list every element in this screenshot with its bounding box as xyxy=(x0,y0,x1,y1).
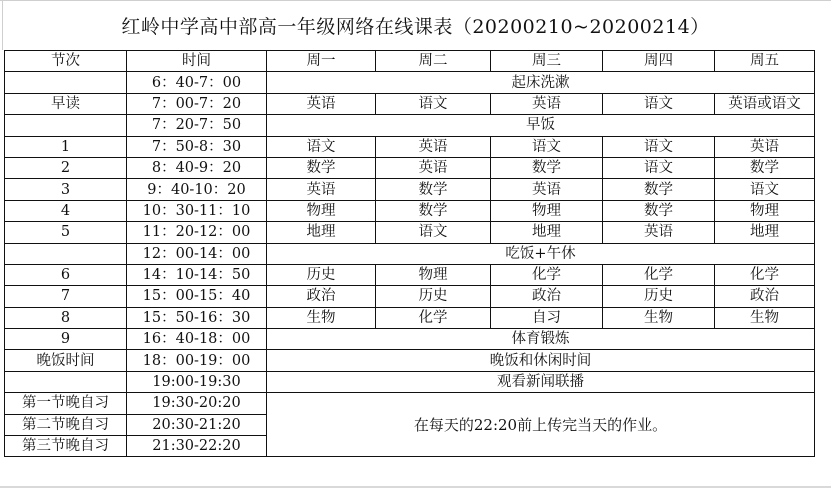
schedule-row xyxy=(5,329,815,350)
time-cell: 9：40-10：20 xyxy=(127,179,267,200)
schedule-row xyxy=(5,371,815,392)
time-cell: 19:00-19:30 xyxy=(127,371,267,392)
span-activity-cell: 起床洗漱 xyxy=(267,72,815,93)
span-activity-cell: 早饭 xyxy=(267,115,815,136)
schedule-row xyxy=(5,307,815,328)
subject-cell-mon: 生物 xyxy=(267,307,376,328)
time-cell: 7：00-7：20 xyxy=(127,93,267,114)
subject-cell-thu: 数学 xyxy=(603,179,715,200)
schedule-row xyxy=(5,136,815,157)
schedule-table xyxy=(4,50,815,457)
subject-cell-thu: 语文 xyxy=(603,157,715,178)
subject-cell-wed: 政治 xyxy=(491,286,603,307)
header-cell: 周一 xyxy=(267,51,376,72)
subject-cell-fri: 地理 xyxy=(715,222,815,243)
period-cell: 第二节晚自习 xyxy=(5,414,127,435)
subject-cell-mon: 政治 xyxy=(267,286,376,307)
subject-cell-mon: 数学 xyxy=(267,157,376,178)
schedule-row xyxy=(5,243,815,264)
time-cell: 7：20-7：50 xyxy=(127,115,267,136)
period-cell: 晚饭时间 xyxy=(5,350,127,371)
subject-cell-tue: 英语 xyxy=(376,157,491,178)
period-cell xyxy=(5,243,127,264)
time-cell: 14：10-14：50 xyxy=(127,264,267,285)
schedule-row xyxy=(5,393,815,414)
header-cell: 周四 xyxy=(603,51,715,72)
period-cell xyxy=(5,115,127,136)
period-cell xyxy=(5,371,127,392)
subject-cell-tue: 物理 xyxy=(376,264,491,285)
schedule-row xyxy=(5,200,815,221)
header-cell: 周五 xyxy=(715,51,815,72)
header-cell: 时间 xyxy=(127,51,267,72)
schedule-row xyxy=(5,350,815,371)
subject-cell-wed: 化学 xyxy=(491,264,603,285)
time-cell: 15：00-15：40 xyxy=(127,286,267,307)
subject-cell-thu: 历史 xyxy=(603,286,715,307)
schedule-row xyxy=(5,286,815,307)
header-cell: 节次 xyxy=(5,51,127,72)
period-cell xyxy=(5,72,127,93)
subject-cell-fri: 英语 xyxy=(715,136,815,157)
subject-cell-thu: 语文 xyxy=(603,136,715,157)
header-cell: 周二 xyxy=(376,51,491,72)
header-cell: 周三 xyxy=(491,51,603,72)
subject-cell-tue: 语文 xyxy=(376,93,491,114)
period-cell: 早读 xyxy=(5,93,127,114)
subject-cell-tue: 语文 xyxy=(376,222,491,243)
subject-cell-mon: 历史 xyxy=(267,264,376,285)
subject-cell-fri: 政治 xyxy=(715,286,815,307)
period-cell: 9 xyxy=(5,329,127,350)
schedule-row xyxy=(5,179,815,200)
subject-cell-wed: 数学 xyxy=(491,157,603,178)
period-cell: 4 xyxy=(5,200,127,221)
subject-cell-thu: 生物 xyxy=(603,307,715,328)
span-activity-cell: 晚饭和休闲时间 xyxy=(267,350,815,371)
period-cell: 8 xyxy=(5,307,127,328)
timetable-title: 红岭中学高中部高一年级网络在线课表（20200210~20200214） xyxy=(121,15,710,38)
period-cell: 2 xyxy=(5,157,127,178)
time-cell: 10：30-11：10 xyxy=(127,200,267,221)
period-cell: 第三节晚自习 xyxy=(5,436,127,457)
time-cell: 15：50-16：30 xyxy=(127,307,267,328)
schedule-row xyxy=(5,72,815,93)
time-cell: 11：20-12：00 xyxy=(127,222,267,243)
span-activity-cell: 体育锻炼 xyxy=(267,329,815,350)
subject-cell-mon: 英语 xyxy=(267,179,376,200)
subject-cell-fri: 化学 xyxy=(715,264,815,285)
span-activity-cell: 观看新闻联播 xyxy=(267,371,815,392)
schedule-body xyxy=(5,51,815,457)
time-cell: 7：50-8：30 xyxy=(127,136,267,157)
time-cell: 6：40-7：00 xyxy=(127,72,267,93)
subject-cell-fri: 数学 xyxy=(715,157,815,178)
time-cell: 21:30-22:20 xyxy=(127,436,267,457)
time-cell: 18：00-19：00 xyxy=(127,350,267,371)
subject-cell-thu: 数学 xyxy=(603,200,715,221)
schedule-row xyxy=(5,157,815,178)
subject-cell-mon: 物理 xyxy=(267,200,376,221)
time-cell: 20:30-21:20 xyxy=(127,414,267,435)
schedule-row xyxy=(5,264,815,285)
period-cell: 5 xyxy=(5,222,127,243)
span-activity-cell: 吃饭+午休 xyxy=(267,243,815,264)
subject-cell-tue: 数学 xyxy=(376,179,491,200)
subject-cell-wed: 语文 xyxy=(491,136,603,157)
time-cell: 8：40-9：20 xyxy=(127,157,267,178)
schedule-row xyxy=(5,222,815,243)
subject-cell-fri: 语文 xyxy=(715,179,815,200)
subject-cell-wed: 英语 xyxy=(491,93,603,114)
schedule-row xyxy=(5,93,815,114)
subject-cell-thu: 英语 xyxy=(603,222,715,243)
time-cell: 19:30-20:20 xyxy=(127,393,267,414)
evening-note-cell: 在每天的22:20前上传完当天的作业。 xyxy=(267,393,815,457)
period-cell: 第一节晚自习 xyxy=(5,393,127,414)
subject-cell-fri: 物理 xyxy=(715,200,815,221)
time-cell: 16：40-18：00 xyxy=(127,329,267,350)
period-cell: 3 xyxy=(5,179,127,200)
subject-cell-fri: 英语或语文 xyxy=(715,93,815,114)
subject-cell-tue: 英语 xyxy=(376,136,491,157)
period-cell: 1 xyxy=(5,136,127,157)
subject-cell-mon: 英语 xyxy=(267,93,376,114)
subject-cell-wed: 自习 xyxy=(491,307,603,328)
subject-cell-thu: 语文 xyxy=(603,93,715,114)
subject-cell-wed: 英语 xyxy=(491,179,603,200)
header-row xyxy=(5,51,815,72)
schedule-row xyxy=(5,115,815,136)
subject-cell-wed: 地理 xyxy=(491,222,603,243)
subject-cell-mon: 语文 xyxy=(267,136,376,157)
subject-cell-mon: 地理 xyxy=(267,222,376,243)
subject-cell-tue: 数学 xyxy=(376,200,491,221)
period-cell: 6 xyxy=(5,264,127,285)
subject-cell-wed: 物理 xyxy=(491,200,603,221)
subject-cell-thu: 化学 xyxy=(603,264,715,285)
subject-cell-fri: 生物 xyxy=(715,307,815,328)
time-cell: 12：00-14：00 xyxy=(127,243,267,264)
period-cell: 7 xyxy=(5,286,127,307)
subject-cell-tue: 历史 xyxy=(376,286,491,307)
subject-cell-tue: 化学 xyxy=(376,307,491,328)
